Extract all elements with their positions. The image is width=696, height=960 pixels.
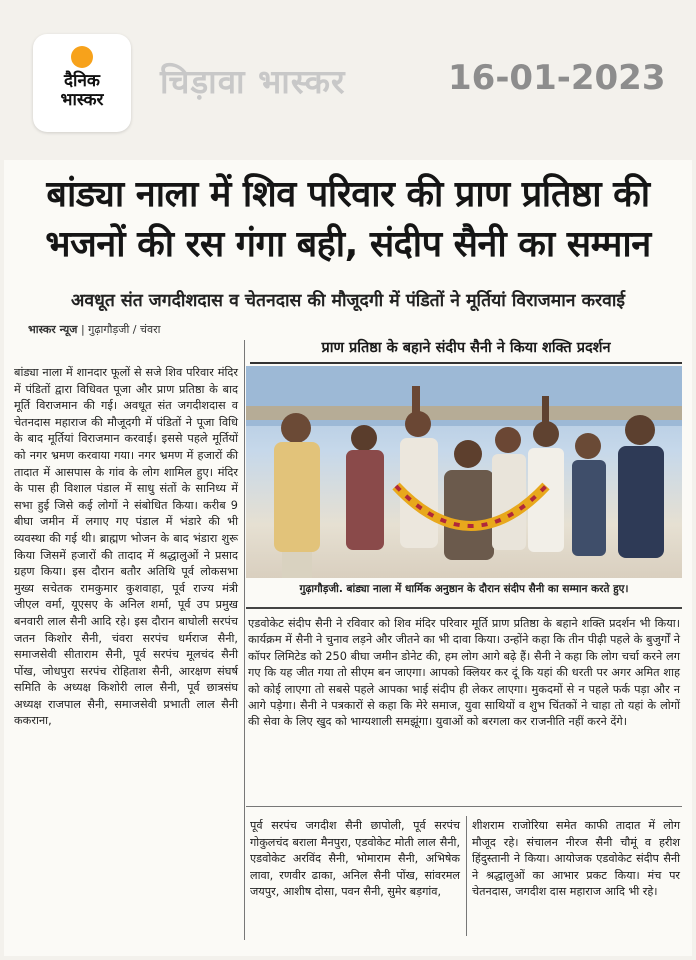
photo-caption: गुढ़ागौड़जी. बांड्या नाला में धार्मिक अनुष्ठान के दौरान संदीप सैनी का सम्मान करते हुए। <box>299 583 629 595</box>
middle-text: एडवोकेट संदीप सैनी ने रविवार को शिव मंदिर परिवार मूर्ति प्राण प्रतिष्ठा के बहाने शक्ति प्रदर्शन भी किया। कार्यक्रम में सैनी ने चुनाव लड़ने और जीतने का भी दावा किया। उन्होंने कहा कि तीन पीढ़ी पहले के बुजुर्गों ने कॉपर लिमिटेड को 250 बीघा जमीन डोनेट की, हम लोग आगे बढ़े हैं। सैनी ने कहा कि लोग चर्चा करने लग गए कि यह जीत गया तो सीएम बन जाएगा। आपको क्लियर कर दूं कि यहां की धरती पर अगर अमित शाह को कोई लाएगा तो सबसे पहले आपका भाई संदीप ही लेकर लाएगा। मुकदमों से न पहले फर्क पड़ा और न आगे पड़ेगा। सैनी ने पत्रकारों से कहा कि मेरे समाज, युवा साथियों व शुभ चिंतकों ने चाहा तो यहां के लोगों की सेवा के लिए खुद को भाग्यशाली समझूंगा। युवाओं को बरगला कर राजनीति नहीं करने देंगे। <box>248 617 680 729</box>
bottom-column-divider <box>466 816 467 936</box>
headline-line2: भजनों की रस गंगा बही, संदीप सैनी का सम्मान <box>45 224 651 265</box>
subheadline: अवधूत संत जगदीशदास व चेतनदास की मौजूदगी में पंडितों ने मूर्तियां विराजमान करवाई <box>70 291 626 311</box>
logo-line1: दैनिक <box>64 71 100 91</box>
news-photo <box>246 366 682 578</box>
photo-title: प्राण प्रतिष्ठा के बहाने संदीप सैनी ने किया शक्ति प्रदर्शन <box>250 336 682 364</box>
headline <box>10 170 686 270</box>
headline-line1: बांड्या नाला में शिव परिवार की प्राण प्रतिष्ठा की <box>46 174 650 215</box>
dateline-place: | गुढ़ागौड़जी / चंवरा <box>80 323 161 336</box>
edition-name: चिड़ावा भास्कर <box>160 62 346 101</box>
caption-divider <box>246 607 682 609</box>
logo-text <box>39 72 125 110</box>
edition-date: 16-01-2023 <box>448 58 666 98</box>
bottom-column-a: पूर्व सरपंच जगदीश सैनी छापोली, पूर्व सरपंच गोकुलचंद बराला मैनपुरा, एडवोकेट मोती लाल सैनी, एडवोकेट अरविंद सैनी, भोमाराम सैनी, अभिषेक लावा, रणवीर ढाका, अनिल सैनी पोंख, सांवरमल जयपुर, आशीष दोसा, पवन सैनी, सुमेर बड़गांव, <box>250 819 460 899</box>
column-divider <box>244 340 245 940</box>
middle-divider <box>246 806 682 807</box>
logo-line2: भास्कर <box>60 90 104 110</box>
bottom-column-b: शीशराम राजोरिया समेत काफी तादात में लोग मौजूद रहे। संचालन नीरज सैनी चौमूं व हरीश हिंदुस्तानी ने किया। आयोजक एडवोकेट संदीप सैनी ने श्रद्धालुओं का आभार प्रकट किया। मंच पर चेतनदास, जगदीश दास महाराज आदि भी रहे। <box>472 819 680 899</box>
crowd-illustration <box>246 366 682 578</box>
dateline <box>28 322 160 337</box>
dateline-source: भास्कर न्यूज <box>28 323 78 336</box>
dainik-bhaskar-logo <box>33 34 131 132</box>
sun-icon <box>71 46 93 68</box>
left-column-text: बांड्या नाला में शानदार फूलों से सजे शिव परिवार मंदिर में पंडितों द्वारा विधिवत पूजा और प्राण प्रतिष्ठा के बाद मूर्ति विराजमान की गई। अवधूत संत जगदीशदास व चेतनदास महाराज की मौजूदगी में पंडितों ने पूजा विधि के बाद मूर्तियां विराजमान करवाई। इससे पहले मूर्तियों को नगर भ्रमण करवाया गया। नगर भ्रमण में हजारों की तादात में आसपास के गांव के लोग शामिल हुए। मंदिर के पास ही विशाल पंडाल में साधु संतों के सानिध्य में सभा हुई जिसे कई लोगों ने संबोधित किया। करीब 9 बीघा जमीन में लगाए गए पंडाल में भंडारे की भी व्यवस्था की गई थी। ब्राह्मण भोजन के बाद भंडारा शुरू किया जिसमें हजारों की तादाद में श्रद्धालुओं ने प्रसाद ग्रहण किया। इस दौरान बतौर अतिथि पूर्व लोकसभा मुख्य सचेतक रामकुमार कुशवाहा, पूर्व राज्य मंत्री जीएल वर्मा, यूएसए के अनिल शर्मा, पूर्व उप प्रमुख बनवारी लाल सैनी आदि रहे। इस दौरान बाघोली सरपंच जतन किशोर सैनी, चंवरा सरपंच धर्मराज सैनी, समाजसेवी सीताराम सैनी, पूर्व सरपंच मूलचंद सैनी पोंख, जोधपुरा सरपंच रोहिताश सैनी, आरक्षण संघर्ष समिति के अध्यक्ष किशोरी लाल सैनी, पूर्व छात्रसंघ अध्यक्ष राजपाल सैनी, समाजसेवी प्रभाती लाल सैनी ककराना, <box>14 366 238 728</box>
